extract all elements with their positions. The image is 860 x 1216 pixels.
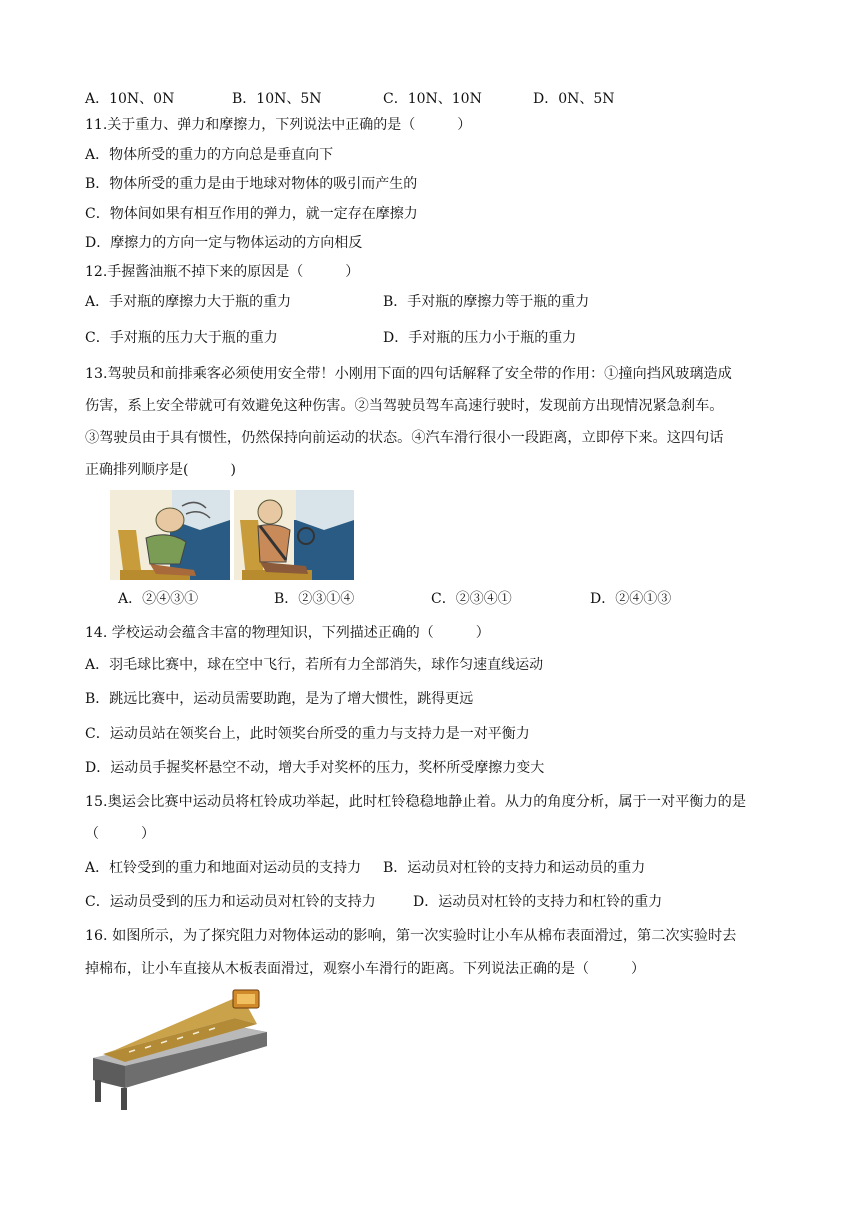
q12-stem: 12.手握酱油瓶不掉下来的原因是（ ） [85, 264, 360, 280]
q13-option-b: B．②③①④ [274, 591, 355, 607]
q12-option-d: D．手对瓶的压力小于瓶的重力 [383, 330, 577, 346]
q13-line-4: 正确排列顺序是( ) [85, 462, 236, 478]
q12-option-a: A．手对瓶的摩擦力大于瓶的重力 [85, 294, 292, 310]
q13-line-2: 伤害，系上安全带就可有效避免这种伤害。②当驾驶员驾车高速行驶时，发现前方出现情况紧急刹车。 [85, 398, 724, 414]
q10-option-c: C．10N、10N [383, 91, 482, 107]
q11-option-b: B．物体所受的重力是由于地球对物体的吸引而产生的 [85, 176, 418, 192]
q11-stem: 11.关于重力、弹力和摩擦力，下列说法中正确的是（ ） [85, 117, 472, 133]
q12-option-c: C．手对瓶的压力大于瓶的重力 [85, 330, 278, 346]
q13-option-a: A．②④③① [118, 591, 199, 607]
q13-line-1: 13.驾驶员和前排乘客必须使用安全带！小刚用下面的四句话解释了安全带的作用：①撞向挡风玻璃造成 [85, 366, 732, 382]
q10-option-d: D．0N、5N [533, 91, 615, 107]
q15-line-2: （ ） [85, 826, 155, 842]
q13-line-3: ③驾驶员由于具有惯性，仍然保持向前运动的状态。④汽车滑行很小一段距离，立即停下来。这四句话 [85, 430, 724, 446]
q13-option-c: C．②③④① [431, 591, 512, 607]
q14-option-c: C．运动员站在领奖台上，此时领奖台所受的重力与支持力是一对平衡力 [85, 726, 530, 742]
q10-option-a: A．10N、0N [85, 91, 175, 107]
q15-option-d: D．运动员对杠铃的支持力和杠铃的重力 [413, 894, 663, 910]
q11-option-a: A．物体所受的重力的方向总是垂直向下 [85, 147, 334, 163]
q11-option-d: D．摩擦力的方向一定与物体运动的方向相反 [85, 235, 363, 251]
q14-option-d: D．运动员手握奖杯悬空不动，增大手对奖杯的压力，奖杯所受摩擦力变大 [85, 760, 545, 776]
q13-option-d: D．②④①③ [590, 591, 672, 607]
q14-stem: 14. 学校运动会蕴含丰富的物理知识，下列描述正确的（ ） [85, 625, 490, 641]
q15-option-a: A．杠铃受到的重力和地面对运动员的支持力 [85, 860, 362, 876]
q15-line-1: 15.奥运会比赛中运动员将杠铃成功举起，此时杠铃稳稳地静止着。从力的角度分析，属于一对平衡力的是 [85, 794, 747, 810]
q16-line-1: 16. 如图所示，为了探究阻力对物体运动的影响，第一次实验时让小车从棉布表面滑过，第二次实验时去 [85, 928, 737, 944]
q14-option-b: B．跳远比赛中，运动员需要助跑，是为了增大惯性，跳得更远 [85, 691, 474, 707]
q12-option-b: B．手对瓶的摩擦力等于瓶的重力 [383, 294, 590, 310]
seatbelt-illustration [110, 490, 354, 580]
q10-option-b: B．10N、5N [232, 91, 322, 107]
q11-option-c: C．物体间如果有相互作用的弹力，就一定存在摩擦力 [85, 206, 418, 222]
q14-option-a: A．羽毛球比赛中，球在空中飞行，若所有力全部消失，球作匀速直线运动 [85, 657, 544, 673]
q15-option-b: B．运动员对杠铃的支持力和运动员的重力 [383, 860, 646, 876]
ramp-cart-illustration [85, 988, 270, 1113]
q15-option-c: C．运动员受到的压力和运动员对杠铃的支持力 [85, 894, 376, 910]
q16-line-2: 掉棉布，让小车直接从木板表面滑过，观察小车滑行的距离。下列说法正确的是（ ） [85, 961, 645, 977]
